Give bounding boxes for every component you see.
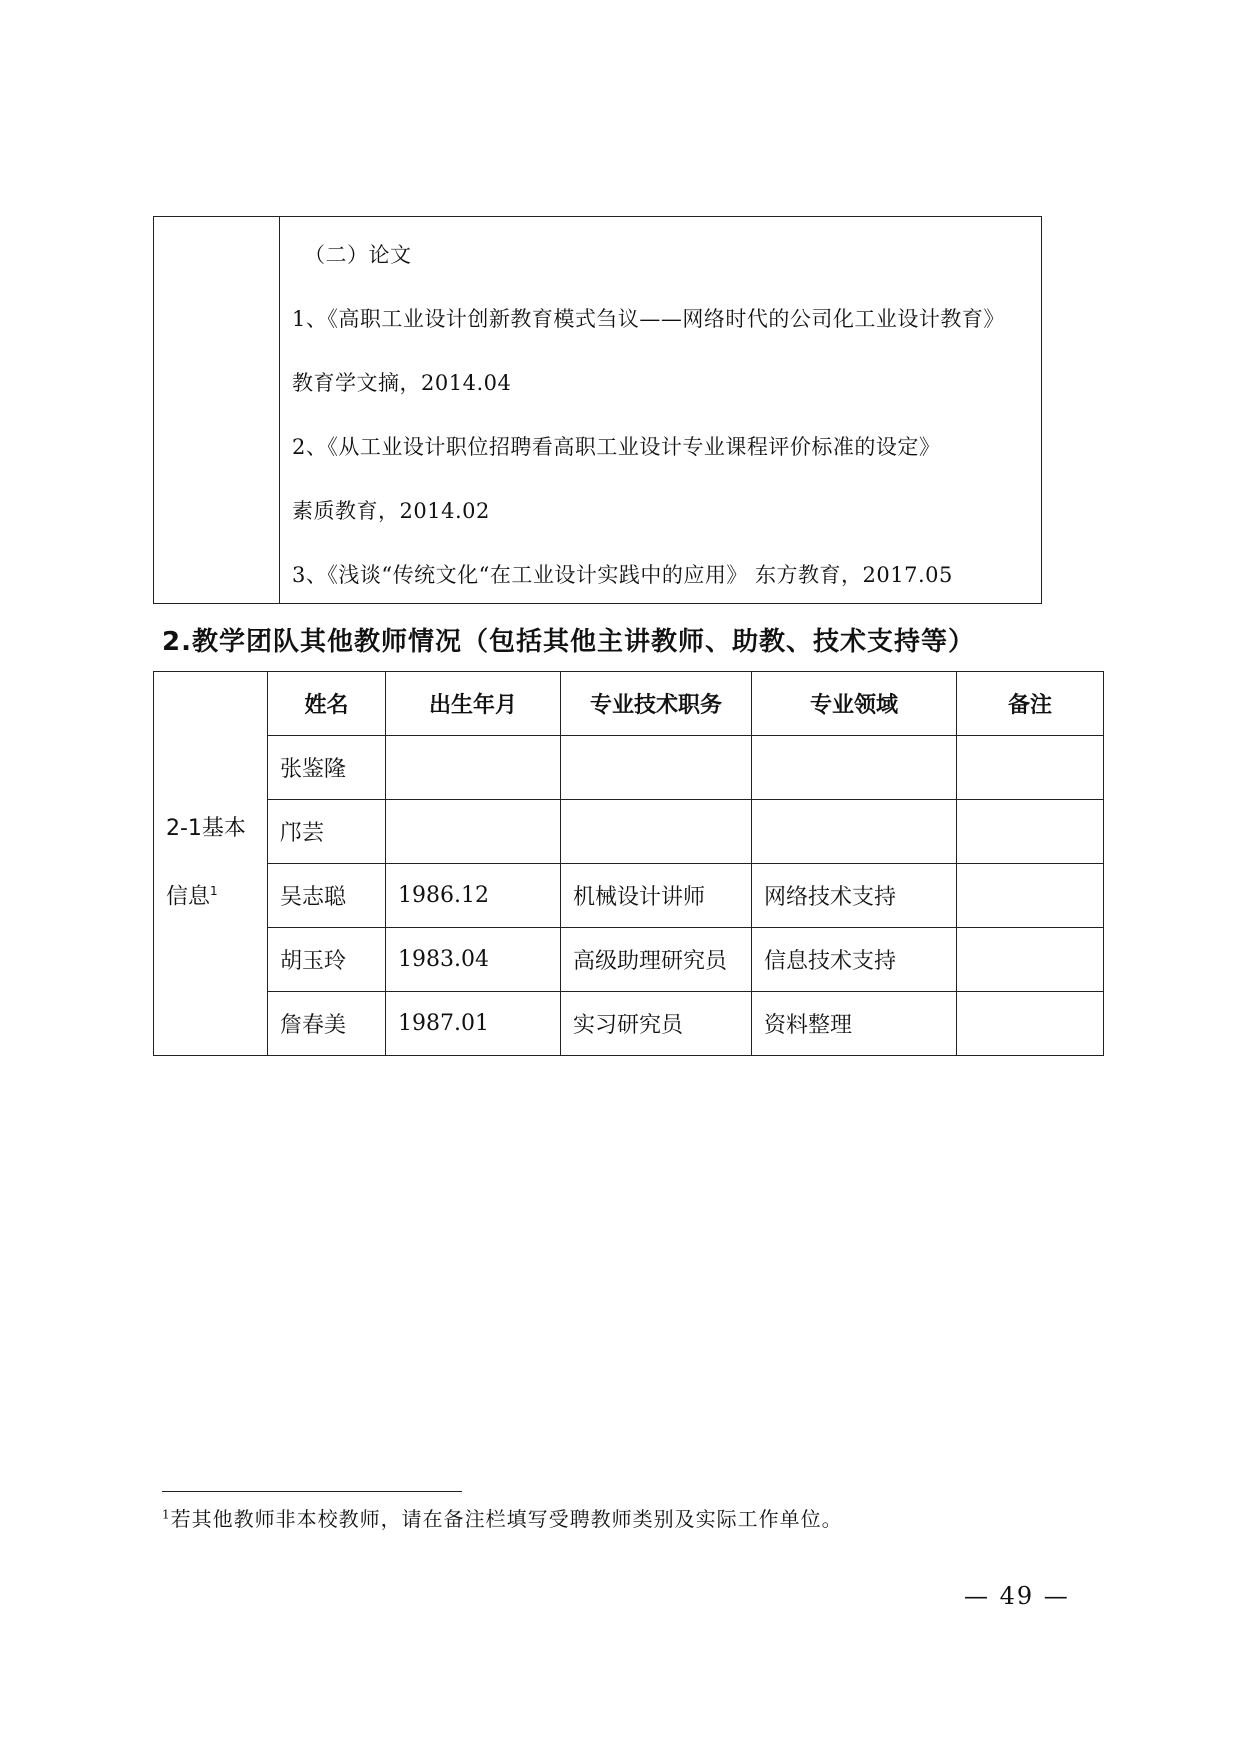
table-row xyxy=(154,928,1104,992)
cell-field xyxy=(752,800,957,864)
paper-line: 2、《从工业设计职位招聘看高职工业设计专业课程评价标准的设定》 xyxy=(292,435,941,459)
paper-line: 3、《浅谈“传统文化“在工业设计实践中的应用》 东方教育，2017.05 xyxy=(292,563,953,587)
cell-name: 吴志聪 xyxy=(268,864,386,928)
cell-title: 实习研究员 xyxy=(561,992,752,1056)
header-birth: 出生年月 xyxy=(386,672,561,736)
paper-line: 教育学文摘，2014.04 xyxy=(292,371,512,395)
group-label-cell xyxy=(154,672,268,1056)
cell-birth xyxy=(386,800,561,864)
group-label-line2 xyxy=(166,860,267,928)
cell-name: 胡玉玲 xyxy=(268,928,386,992)
cell-field: 网络技术支持 xyxy=(752,864,957,928)
cell-title: 机械设计讲师 xyxy=(561,864,752,928)
group-label-line1: 2-1基本 xyxy=(166,816,246,842)
cell-birth: 1983.04 xyxy=(386,928,561,992)
papers-table xyxy=(153,216,1042,604)
footnote-marker: 1 xyxy=(210,884,218,899)
group-label-text: 信息 xyxy=(166,884,211,910)
cell-title xyxy=(561,736,752,800)
cell-birth: 1986.12 xyxy=(386,864,561,928)
table-row xyxy=(154,736,1104,800)
papers-heading: （二）论文 xyxy=(304,243,412,267)
cell-field xyxy=(752,736,957,800)
table-header-row xyxy=(154,672,1104,736)
header-name: 姓名 xyxy=(268,672,386,736)
cell-name: 邝芸 xyxy=(268,800,386,864)
table-row xyxy=(154,992,1104,1056)
header-field: 专业领域 xyxy=(752,672,957,736)
cell-field: 信息技术支持 xyxy=(752,928,957,992)
papers-table-divider xyxy=(279,217,280,603)
cell-note xyxy=(957,736,1104,800)
footnote-text: 若其他教师非本校教师，请在备注栏填写受聘教师类别及实际工作单位。 xyxy=(170,1507,843,1531)
page-number: — 49 — xyxy=(964,1582,1070,1610)
cell-title xyxy=(561,800,752,864)
paper-line: 素质教育，2014.02 xyxy=(292,499,490,523)
cell-name: 张鉴隆 xyxy=(268,736,386,800)
cell-note xyxy=(957,992,1104,1056)
cell-birth xyxy=(386,736,561,800)
cell-note xyxy=(957,864,1104,928)
table-row xyxy=(154,800,1104,864)
cell-note xyxy=(957,928,1104,992)
team-info-table xyxy=(153,671,1104,1056)
header-title: 专业技术职务 xyxy=(561,672,752,736)
footnote-divider xyxy=(162,1491,462,1492)
cell-name: 詹春美 xyxy=(268,992,386,1056)
header-note: 备注 xyxy=(957,672,1104,736)
footnote-mark: 1 xyxy=(162,1507,171,1522)
paper-line: 1、《高职工业设计创新教育模式刍议——网络时代的公司化工业设计教育》 xyxy=(292,307,1005,331)
cell-title: 高级助理研究员 xyxy=(561,928,752,992)
section-title: 2.教学团队其他教师情况（包括其他主讲教师、助教、技术支持等） xyxy=(162,627,975,657)
table-row xyxy=(154,864,1104,928)
cell-field: 资料整理 xyxy=(752,992,957,1056)
cell-note xyxy=(957,800,1104,864)
footnote xyxy=(162,1503,843,1532)
cell-birth: 1987.01 xyxy=(386,992,561,1056)
